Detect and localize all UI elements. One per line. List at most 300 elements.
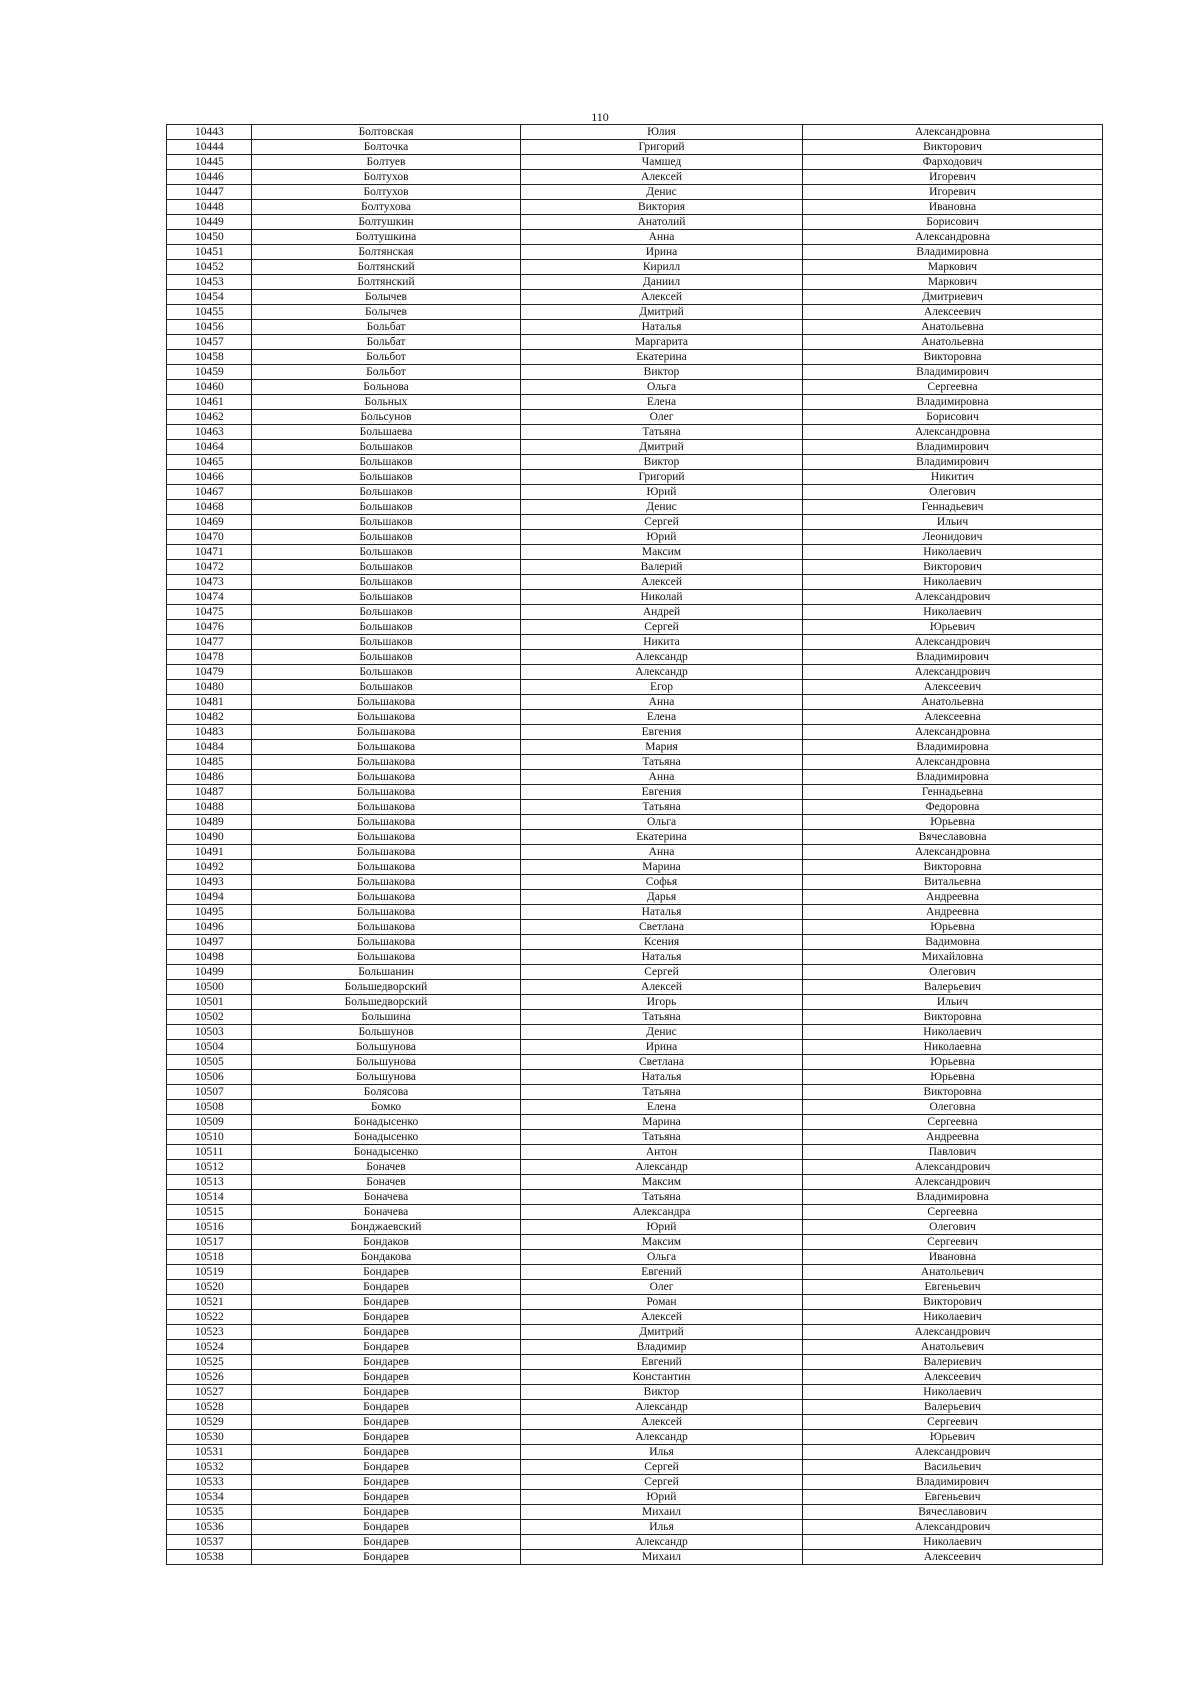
first-name-cell: Константин [521, 1370, 803, 1385]
last-name-cell: Болясова [252, 1085, 521, 1100]
table-row [167, 305, 1103, 320]
table-row [167, 530, 1103, 545]
first-name-cell: Максим [521, 1175, 803, 1190]
middle-name-cell: Николаевич [803, 1025, 1103, 1040]
middle-name-cell: Сергеевна [803, 1205, 1103, 1220]
last-name-cell: Большакова [252, 755, 521, 770]
first-name-cell: Александр [521, 1400, 803, 1415]
record-number-cell: 10494 [167, 890, 252, 905]
last-name-cell: Болтухова [252, 200, 521, 215]
last-name-cell: Большаков [252, 500, 521, 515]
record-number-cell: 10466 [167, 470, 252, 485]
middle-name-cell: Олеговна [803, 1100, 1103, 1115]
first-name-cell: Ирина [521, 1040, 803, 1055]
first-name-cell: Алексей [521, 170, 803, 185]
middle-name-cell: Николаевич [803, 1310, 1103, 1325]
record-number-cell: 10528 [167, 1400, 252, 1415]
middle-name-cell: Никитич [803, 470, 1103, 485]
last-name-cell: Бондарев [252, 1550, 521, 1565]
first-name-cell: Марина [521, 860, 803, 875]
table-row [167, 935, 1103, 950]
middle-name-cell: Андреевна [803, 890, 1103, 905]
table-row [167, 680, 1103, 695]
table-row [167, 350, 1103, 365]
first-name-cell: Светлана [521, 1055, 803, 1070]
record-number-cell: 10451 [167, 245, 252, 260]
middle-name-cell: Евгеньевич [803, 1490, 1103, 1505]
table-row [167, 800, 1103, 815]
middle-name-cell: Евгеньевич [803, 1280, 1103, 1295]
record-number-cell: 10536 [167, 1520, 252, 1535]
first-name-cell: Дмитрий [521, 305, 803, 320]
last-name-cell: Бондаков [252, 1235, 521, 1250]
first-name-cell: Максим [521, 545, 803, 560]
record-number-cell: 10456 [167, 320, 252, 335]
middle-name-cell: Юрьевна [803, 920, 1103, 935]
record-number-cell: 10499 [167, 965, 252, 980]
last-name-cell: Большакова [252, 770, 521, 785]
first-name-cell: Александр [521, 665, 803, 680]
middle-name-cell: Олегович [803, 965, 1103, 980]
record-number-cell: 10502 [167, 1010, 252, 1025]
first-name-cell: Татьяна [521, 800, 803, 815]
middle-name-cell: Викторовна [803, 860, 1103, 875]
names-table [166, 124, 1103, 1565]
first-name-cell: Татьяна [521, 1010, 803, 1025]
record-number-cell: 10488 [167, 800, 252, 815]
last-name-cell: Большаков [252, 515, 521, 530]
table-row [167, 1535, 1103, 1550]
last-name-cell: Большаков [252, 545, 521, 560]
table-row [167, 695, 1103, 710]
record-number-cell: 10485 [167, 755, 252, 770]
first-name-cell: Олег [521, 410, 803, 425]
last-name-cell: Больсунов [252, 410, 521, 425]
last-name-cell: Бондарев [252, 1385, 521, 1400]
last-name-cell: Большакова [252, 695, 521, 710]
table-row [167, 485, 1103, 500]
record-number-cell: 10448 [167, 200, 252, 215]
last-name-cell: Бонджаевский [252, 1220, 521, 1235]
last-name-cell: Большанин [252, 965, 521, 980]
table-row [167, 275, 1103, 290]
last-name-cell: Бондарев [252, 1325, 521, 1340]
last-name-cell: Бонадысенко [252, 1145, 521, 1160]
middle-name-cell: Геннадьевна [803, 785, 1103, 800]
middle-name-cell: Игоревич [803, 185, 1103, 200]
table-row [167, 455, 1103, 470]
table-row [167, 1310, 1103, 1325]
last-name-cell: Бондарев [252, 1445, 521, 1460]
first-name-cell: Сергей [521, 515, 803, 530]
middle-name-cell: Олегович [803, 485, 1103, 500]
record-number-cell: 10508 [167, 1100, 252, 1115]
first-name-cell: Анна [521, 770, 803, 785]
middle-name-cell: Ивановна [803, 200, 1103, 215]
record-number-cell: 10455 [167, 305, 252, 320]
table-row [167, 1520, 1103, 1535]
middle-name-cell: Владимирович [803, 455, 1103, 470]
last-name-cell: Большаков [252, 680, 521, 695]
middle-name-cell: Сергеевна [803, 1115, 1103, 1130]
last-name-cell: Болточка [252, 140, 521, 155]
first-name-cell: Ольга [521, 380, 803, 395]
last-name-cell: Большакова [252, 950, 521, 965]
middle-name-cell: Ильич [803, 995, 1103, 1010]
table-row [167, 1250, 1103, 1265]
first-name-cell: Евгений [521, 1355, 803, 1370]
middle-name-cell: Викторовна [803, 350, 1103, 365]
table-row [167, 755, 1103, 770]
record-number-cell: 10491 [167, 845, 252, 860]
first-name-cell: Юрий [521, 1220, 803, 1235]
first-name-cell: Алексей [521, 980, 803, 995]
middle-name-cell: Андреевна [803, 905, 1103, 920]
record-number-cell: 10529 [167, 1415, 252, 1430]
last-name-cell: Бондарев [252, 1490, 521, 1505]
middle-name-cell: Игоревич [803, 170, 1103, 185]
record-number-cell: 10505 [167, 1055, 252, 1070]
record-number-cell: 10478 [167, 650, 252, 665]
middle-name-cell: Владимирович [803, 650, 1103, 665]
first-name-cell: Юрий [521, 530, 803, 545]
first-name-cell: Ольга [521, 1250, 803, 1265]
middle-name-cell: Юрьевич [803, 1430, 1103, 1445]
table-row [167, 1220, 1103, 1235]
middle-name-cell: Викторовна [803, 1085, 1103, 1100]
first-name-cell: Евгения [521, 785, 803, 800]
middle-name-cell: Алексеевич [803, 305, 1103, 320]
middle-name-cell: Александрович [803, 1445, 1103, 1460]
table-row [167, 425, 1103, 440]
last-name-cell: Большаева [252, 425, 521, 440]
middle-name-cell: Алексеевна [803, 710, 1103, 725]
table-row [167, 365, 1103, 380]
first-name-cell: Михаил [521, 1550, 803, 1565]
first-name-cell: Григорий [521, 140, 803, 155]
last-name-cell: Большаков [252, 485, 521, 500]
table-row [167, 845, 1103, 860]
middle-name-cell: Анатольевна [803, 335, 1103, 350]
middle-name-cell: Андреевна [803, 1130, 1103, 1145]
table-row [167, 500, 1103, 515]
first-name-cell: Светлана [521, 920, 803, 935]
last-name-cell: Большаков [252, 440, 521, 455]
last-name-cell: Большакова [252, 815, 521, 830]
last-name-cell: Бондарев [252, 1340, 521, 1355]
first-name-cell: Илья [521, 1520, 803, 1535]
record-number-cell: 10479 [167, 665, 252, 680]
table-row [167, 635, 1103, 650]
table-row [167, 950, 1103, 965]
first-name-cell: Марина [521, 1115, 803, 1130]
last-name-cell: Большакова [252, 800, 521, 815]
middle-name-cell: Федоровна [803, 800, 1103, 815]
last-name-cell: Бондарев [252, 1370, 521, 1385]
record-number-cell: 10474 [167, 590, 252, 605]
last-name-cell: Болтушкин [252, 215, 521, 230]
first-name-cell: Наталья [521, 1070, 803, 1085]
middle-name-cell: Васильевич [803, 1460, 1103, 1475]
page-number: 110 [591, 110, 609, 124]
record-number-cell: 10522 [167, 1310, 252, 1325]
first-name-cell: Мария [521, 740, 803, 755]
record-number-cell: 10506 [167, 1070, 252, 1085]
middle-name-cell: Николаевич [803, 605, 1103, 620]
table-row [167, 290, 1103, 305]
last-name-cell: Большаков [252, 605, 521, 620]
last-name-cell: Большаков [252, 620, 521, 635]
middle-name-cell: Владимирович [803, 365, 1103, 380]
table-row [167, 860, 1103, 875]
middle-name-cell: Николаевна [803, 1040, 1103, 1055]
first-name-cell: Юрий [521, 1490, 803, 1505]
table-row [167, 335, 1103, 350]
record-number-cell: 10452 [167, 260, 252, 275]
middle-name-cell: Фарходович [803, 155, 1103, 170]
table-row [167, 815, 1103, 830]
record-number-cell: 10518 [167, 1250, 252, 1265]
record-number-cell: 10486 [167, 770, 252, 785]
first-name-cell: Евгений [521, 1265, 803, 1280]
last-name-cell: Болычев [252, 290, 521, 305]
table-row [167, 1160, 1103, 1175]
last-name-cell: Болтушкина [252, 230, 521, 245]
middle-name-cell: Алексеевич [803, 1550, 1103, 1565]
first-name-cell: Юрий [521, 485, 803, 500]
record-number-cell: 10520 [167, 1280, 252, 1295]
last-name-cell: Большакова [252, 845, 521, 860]
middle-name-cell: Александрович [803, 635, 1103, 650]
table-row [167, 1460, 1103, 1475]
first-name-cell: Сергей [521, 1475, 803, 1490]
table-row [167, 740, 1103, 755]
table-row [167, 590, 1103, 605]
first-name-cell: Андрей [521, 605, 803, 620]
middle-name-cell: Валерьевич [803, 980, 1103, 995]
first-name-cell: Алексей [521, 1310, 803, 1325]
record-number-cell: 10471 [167, 545, 252, 560]
middle-name-cell: Владимировна [803, 770, 1103, 785]
middle-name-cell: Александровна [803, 755, 1103, 770]
last-name-cell: Большаков [252, 665, 521, 680]
last-name-cell: Бондарев [252, 1355, 521, 1370]
record-number-cell: 10497 [167, 935, 252, 950]
last-name-cell: Большаков [252, 560, 521, 575]
record-number-cell: 10532 [167, 1460, 252, 1475]
middle-name-cell: Анатольевич [803, 1265, 1103, 1280]
table-row [167, 200, 1103, 215]
record-number-cell: 10507 [167, 1085, 252, 1100]
last-name-cell: Большаков [252, 470, 521, 485]
first-name-cell: Наталья [521, 905, 803, 920]
last-name-cell: Бондарев [252, 1520, 521, 1535]
middle-name-cell: Александровна [803, 230, 1103, 245]
first-name-cell: Наталья [521, 320, 803, 335]
table-row [167, 875, 1103, 890]
middle-name-cell: Анатольевич [803, 1340, 1103, 1355]
last-name-cell: Бондарев [252, 1265, 521, 1280]
last-name-cell: Большаков [252, 530, 521, 545]
first-name-cell: Кирилл [521, 260, 803, 275]
middle-name-cell: Маркович [803, 260, 1103, 275]
last-name-cell: Бонадысенко [252, 1130, 521, 1145]
record-number-cell: 10523 [167, 1325, 252, 1340]
record-number-cell: 10458 [167, 350, 252, 365]
last-name-cell: Бондарев [252, 1280, 521, 1295]
last-name-cell: Больбот [252, 365, 521, 380]
first-name-cell: Игорь [521, 995, 803, 1010]
middle-name-cell: Владимировна [803, 740, 1103, 755]
record-number-cell: 10533 [167, 1475, 252, 1490]
first-name-cell: Дмитрий [521, 440, 803, 455]
table-row [167, 1445, 1103, 1460]
record-number-cell: 10484 [167, 740, 252, 755]
first-name-cell: Софья [521, 875, 803, 890]
record-number-cell: 10459 [167, 365, 252, 380]
record-number-cell: 10492 [167, 860, 252, 875]
last-name-cell: Большаков [252, 650, 521, 665]
record-number-cell: 10525 [167, 1355, 252, 1370]
table-row [167, 1175, 1103, 1190]
last-name-cell: Большакова [252, 785, 521, 800]
table-row [167, 965, 1103, 980]
record-number-cell: 10490 [167, 830, 252, 845]
first-name-cell: Юлия [521, 125, 803, 140]
first-name-cell: Алексей [521, 1415, 803, 1430]
first-name-cell: Чамшед [521, 155, 803, 170]
last-name-cell: Болтухов [252, 170, 521, 185]
first-name-cell: Егор [521, 680, 803, 695]
first-name-cell: Екатерина [521, 830, 803, 845]
table-row [167, 905, 1103, 920]
last-name-cell: Большедворский [252, 980, 521, 995]
record-number-cell: 10493 [167, 875, 252, 890]
last-name-cell: Бондарев [252, 1430, 521, 1445]
first-name-cell: Сергей [521, 1460, 803, 1475]
table-row [167, 1370, 1103, 1385]
table-row [167, 155, 1103, 170]
first-name-cell: Ольга [521, 815, 803, 830]
middle-name-cell: Викторович [803, 560, 1103, 575]
middle-name-cell: Викторович [803, 140, 1103, 155]
table-row [167, 380, 1103, 395]
record-number-cell: 10489 [167, 815, 252, 830]
last-name-cell: Большунова [252, 1055, 521, 1070]
last-name-cell: Бомко [252, 1100, 521, 1115]
last-name-cell: Бондакова [252, 1250, 521, 1265]
table-row [167, 1025, 1103, 1040]
last-name-cell: Бондарев [252, 1400, 521, 1415]
table-row [167, 560, 1103, 575]
last-name-cell: Большунова [252, 1040, 521, 1055]
record-number-cell: 10521 [167, 1295, 252, 1310]
table-row [167, 1340, 1103, 1355]
first-name-cell: Татьяна [521, 1190, 803, 1205]
last-name-cell: Болтовская [252, 125, 521, 140]
record-number-cell: 10464 [167, 440, 252, 455]
first-name-cell: Евгения [521, 725, 803, 740]
first-name-cell: Анна [521, 845, 803, 860]
first-name-cell: Сергей [521, 965, 803, 980]
middle-name-cell: Борисович [803, 410, 1103, 425]
record-number-cell: 10510 [167, 1130, 252, 1145]
middle-name-cell: Александрович [803, 1175, 1103, 1190]
table-row [167, 245, 1103, 260]
middle-name-cell: Сергеевич [803, 1415, 1103, 1430]
table-row [167, 140, 1103, 155]
middle-name-cell: Сергеевна [803, 380, 1103, 395]
table-row [167, 620, 1103, 635]
middle-name-cell: Юрьевна [803, 815, 1103, 830]
last-name-cell: Болтуев [252, 155, 521, 170]
last-name-cell: Бондарев [252, 1475, 521, 1490]
table-row [167, 605, 1103, 620]
record-number-cell: 10511 [167, 1145, 252, 1160]
first-name-cell: Михаил [521, 1505, 803, 1520]
first-name-cell: Анатолий [521, 215, 803, 230]
table-row [167, 1010, 1103, 1025]
last-name-cell: Боначев [252, 1160, 521, 1175]
middle-name-cell: Борисович [803, 215, 1103, 230]
table-row [167, 1505, 1103, 1520]
table-row [167, 770, 1103, 785]
middle-name-cell: Александровна [803, 125, 1103, 140]
table-row [167, 650, 1103, 665]
record-number-cell: 10450 [167, 230, 252, 245]
middle-name-cell: Валерьевич [803, 1400, 1103, 1415]
first-name-cell: Денис [521, 500, 803, 515]
record-number-cell: 10526 [167, 1370, 252, 1385]
first-name-cell: Ирина [521, 245, 803, 260]
first-name-cell: Олег [521, 1280, 803, 1295]
table-row [167, 185, 1103, 200]
last-name-cell: Боначев [252, 1175, 521, 1190]
last-name-cell: Боначева [252, 1190, 521, 1205]
middle-name-cell: Александровна [803, 725, 1103, 740]
last-name-cell: Большаков [252, 590, 521, 605]
table-row [167, 125, 1103, 140]
middle-name-cell: Викторовна [803, 1010, 1103, 1025]
record-number-cell: 10481 [167, 695, 252, 710]
table-row [167, 890, 1103, 905]
middle-name-cell: Вячеславович [803, 1505, 1103, 1520]
first-name-cell: Анна [521, 230, 803, 245]
first-name-cell: Александр [521, 1430, 803, 1445]
first-name-cell: Николай [521, 590, 803, 605]
record-number-cell: 10495 [167, 905, 252, 920]
record-number-cell: 10515 [167, 1205, 252, 1220]
record-number-cell: 10504 [167, 1040, 252, 1055]
table-row [167, 785, 1103, 800]
record-number-cell: 10514 [167, 1190, 252, 1205]
record-number-cell: 10517 [167, 1235, 252, 1250]
table-row [167, 995, 1103, 1010]
table-row [167, 1130, 1103, 1145]
record-number-cell: 10469 [167, 515, 252, 530]
middle-name-cell: Владимировна [803, 1190, 1103, 1205]
middle-name-cell: Михайловна [803, 950, 1103, 965]
middle-name-cell: Александрович [803, 1160, 1103, 1175]
record-number-cell: 10524 [167, 1340, 252, 1355]
table-row [167, 545, 1103, 560]
first-name-cell: Александр [521, 1535, 803, 1550]
record-number-cell: 10461 [167, 395, 252, 410]
first-name-cell: Александр [521, 650, 803, 665]
first-name-cell: Татьяна [521, 1130, 803, 1145]
first-name-cell: Валерий [521, 560, 803, 575]
first-name-cell: Денис [521, 185, 803, 200]
